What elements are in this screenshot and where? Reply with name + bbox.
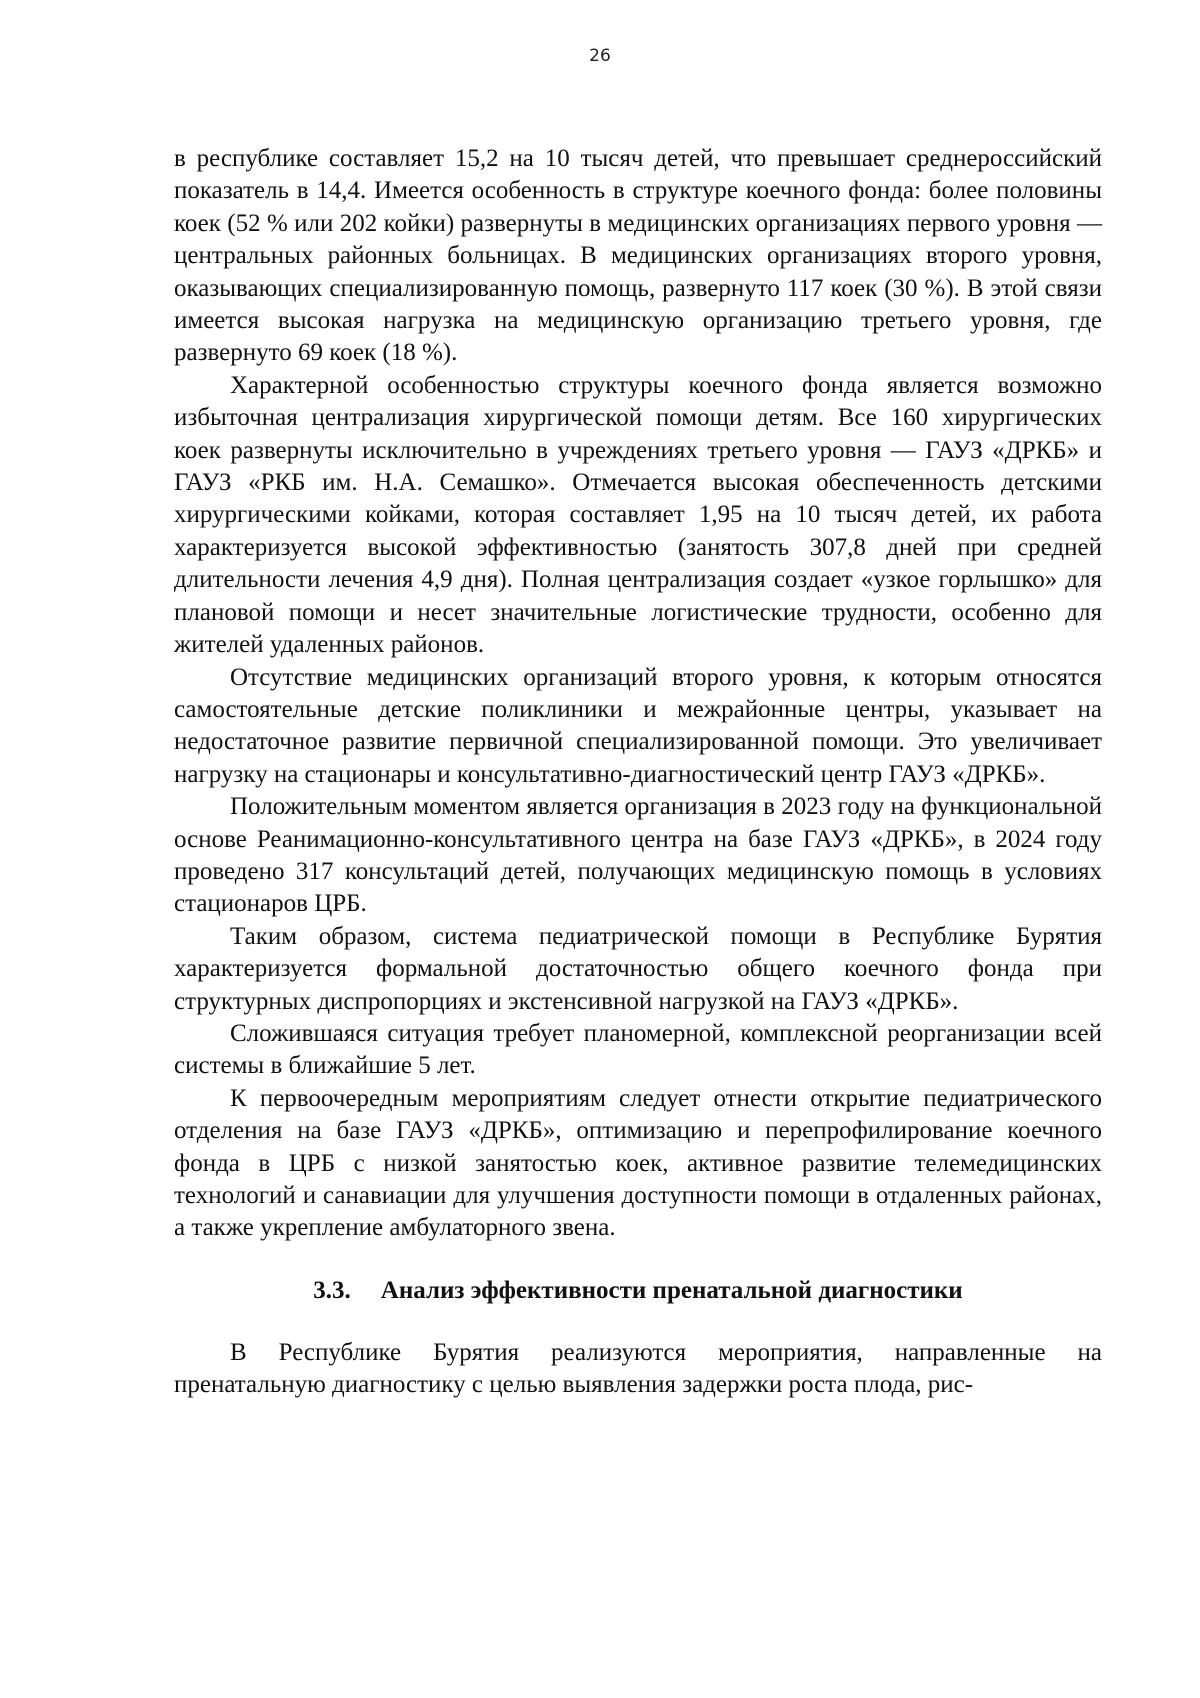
page-body — [174, 143, 1102, 1402]
section-title: Анализ эффективности пренатальной диагностики — [380, 1276, 963, 1304]
body-paragraph: Отсутствие медицинских организаций второго уровня, к которым относятся самостоятельные детские поликлиники и межрайонные центры, указывает на недостаточное развитие первичной специализированной помощи. Это увеличивает нагрузку на стационары и консультативно-диагностический центр ГАУЗ «ДРКБ». — [174, 663, 1102, 788]
section-heading — [174, 1275, 1102, 1307]
body-paragraph: К первоочередным мероприятиям следует отнести открытие педиатрического отделения на базе ГАУЗ «ДРКБ», оптимизацию и перепрофилирование коечного фонда в ЦРБ с низкой занятостью коек, активное развитие телемедицинских технологий и санавиации для улучшения доступности помощи в отдаленных районах, а также укрепление амбулаторного звена. — [174, 1084, 1102, 1242]
body-paragraph: Таким образом, система педиатрической помощи в Республике Бурятия характеризуется формальной достаточностью общего коечного фонда при структурных диспропорциях и экстенсивной нагрузкой на ГАУЗ «ДРКБ». — [174, 922, 1102, 1015]
body-paragraph: В Республике Бурятия реализуются мероприятия, направленные на пренатальную диагностику с целью выявления задержки роста плода, рис- — [174, 1338, 1102, 1399]
body-paragraph: Сложившаяся ситуация требует планомерной, комплексной реорганизации всей системы в ближайшие 5 лет. — [174, 1019, 1102, 1080]
body-paragraph: в республике составляет 15,2 на 10 тысяч детей, что превышает среднероссийский показатель в 14,4. Имеется особенность в структуре коечного фонда: более половины коек (52 % или 202 койки) развернуты в медицинских организациях первого уровня — центральных районных больницах. В медицинских организациях второго уровня, оказывающих специализированную помощь, развернуто 117 коек (30 %). В этой связи имеется высокая нагрузка на медицинскую организацию третьего уровня, где развернуто 69 коек (18 %). — [174, 145, 1102, 367]
body-paragraph: Характерной особенностью структуры коечного фонда является возможно избыточная централизация хирургической помощи детям. Все 160 хирургических коек развернуты исключительно в учреждениях третьего уровня — ГАУЗ «ДРКБ» и ГАУЗ «РКБ им. Н.А. Семашко». Отмечается высокая обеспеченность детскими хирургическими койками, которая составляет 1,95 на 10 тысяч детей, их работа характеризуется высокой эффективностью (занятость 307,8 дней при средней длительности лечения 4,9 дня). Полная централизация создает «узкое горлышко» для плановой помощи и несет значительные логистические трудности, особенно для жителей удаленных районов. — [174, 371, 1102, 659]
body-paragraph: Положительным моментом является организация в 2023 году на функциональной основе Реанимационно-консультативного центра на базе ГАУЗ «ДРКБ», в 2024 году проведено 317 консультаций детей, получающих медицинскую помощь в условиях стационаров ЦРБ. — [174, 793, 1102, 918]
page-number: 26 — [589, 46, 611, 66]
section-number: 3.3. — [313, 1276, 351, 1304]
